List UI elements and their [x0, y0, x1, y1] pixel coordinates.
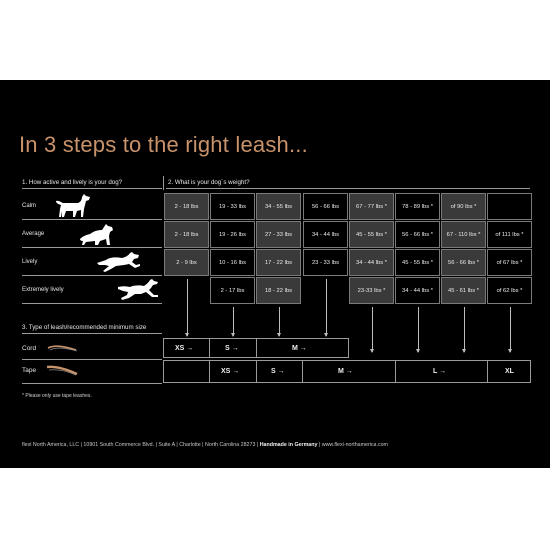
tape-size-separator: [256, 360, 257, 383]
weight-cell: 2 - 18 lbs: [164, 221, 209, 248]
weight-cell: 23-33 lbs *: [349, 277, 394, 304]
weight-cell: 67 - 77 lbs *: [349, 193, 394, 220]
weight-cell: 27 - 33 lbs: [256, 221, 301, 248]
weight-cell: 10 - 16 lbs: [210, 249, 255, 276]
footer: [22, 442, 388, 448]
tape-leash-icon: [46, 364, 80, 376]
activity-lively: Lively: [22, 259, 38, 265]
step-3-divider: [22, 333, 162, 334]
tape-size-s: S →: [271, 368, 285, 375]
header-vertical-divider: [163, 176, 164, 190]
row-divider: [22, 303, 162, 304]
activity-average: Average: [22, 231, 45, 237]
weight-cell: 56 - 66 lbs *: [395, 221, 440, 248]
weight-cell: 56 - 66 lbs: [303, 193, 348, 220]
footer-made-in: Handmade in Germany: [259, 442, 318, 448]
step-2-divider: [166, 188, 530, 189]
footer-website: | www.flexi-northamerica.com: [317, 442, 388, 448]
tape-row-divider: [22, 383, 162, 384]
weight-cell: 34 - 44 lbs *: [349, 249, 394, 276]
weight-cell: 23 - 33 lbs: [303, 249, 348, 276]
weight-cell: 45 - 55 lbs *: [395, 249, 440, 276]
tape-size-separator: [395, 360, 396, 383]
activity-calm: Calm: [22, 203, 37, 209]
weight-cell: 34 - 44 lbs *: [395, 277, 440, 304]
step-1-heading: 1. How active and lively is your dog?: [22, 179, 123, 186]
arrow-col-3: [279, 307, 280, 336]
cord-size-s: S →: [225, 345, 239, 352]
page-title: In 3 steps to the right leash...: [19, 132, 308, 157]
arrow-col-8: [510, 307, 511, 352]
arrow-col-4: [326, 279, 327, 336]
cord-leash-icon: [46, 344, 80, 354]
step-1-divider: [22, 188, 162, 189]
weight-cell: 2 - 17 lbs: [210, 277, 255, 304]
weight-cell: 34 - 44 lbs: [303, 221, 348, 248]
dog-standing-icon: [52, 193, 92, 219]
tape-size-l: L →: [433, 368, 447, 375]
arrow-col-1: [187, 279, 188, 336]
weight-cell: 18 - 22 lbs: [256, 277, 301, 304]
arrow-col-2: [233, 307, 234, 336]
weight-cell: [487, 193, 532, 220]
footer-address: flexi North America, LLC | 10901 South Commerce Blvd. | Suite A | Charlotte | North Carolina 28273 |: [22, 442, 260, 448]
tape-size-separator: [487, 360, 488, 383]
weight-cell: 45 - 61 lbs *: [441, 277, 486, 304]
cord-size-m: M →: [292, 345, 307, 352]
tape-size-m: M →: [338, 368, 353, 375]
arrow-col-5: [372, 307, 373, 352]
weight-cell: 78 - 89 lbs *: [395, 193, 440, 220]
row-divider: [22, 275, 162, 276]
arrow-col-6: [418, 307, 419, 352]
arrow-col-7: [464, 307, 465, 352]
tape-size-xs: XS →: [221, 368, 240, 375]
row-divider: [22, 219, 162, 220]
cord-size-xs: XS →: [175, 345, 194, 352]
weight-cell: 2 - 18 lbs: [164, 193, 209, 220]
weight-cell: 19 - 26 lbs: [210, 221, 255, 248]
cord-row-divider: [22, 359, 162, 360]
weight-cell: 17 - 22 lbs: [256, 249, 301, 276]
weight-cell: of 90 lbs *: [441, 193, 486, 220]
weight-cell: 56 - 66 lbs *: [441, 249, 486, 276]
weight-cell: 19 - 33 lbs: [210, 193, 255, 220]
weight-cell: of 67 lbs *: [487, 249, 532, 276]
footnote: * Please only use tape leashes.: [22, 393, 92, 399]
greyhound-running-icon: [116, 277, 160, 303]
cord-size-separator: [209, 338, 210, 358]
cord-size-separator: [256, 338, 257, 358]
weight-cell: of 111 lbs *: [487, 221, 532, 248]
weight-cell: 67 - 110 lbs *: [441, 221, 486, 248]
step-3-heading: 3. Type of leash/recommended minimum size: [22, 324, 147, 331]
row-divider: [22, 247, 162, 248]
tape-size-separator: [302, 360, 303, 383]
weight-cell: 45 - 55 lbs *: [349, 221, 394, 248]
weight-cell: 34 - 55 lbs: [256, 193, 301, 220]
weight-cell: 2 - 9 lbs: [164, 249, 209, 276]
dog-sitting-icon: [78, 221, 118, 247]
leash-type-cord: Cord: [22, 345, 37, 352]
tape-size-separator: [209, 360, 210, 383]
step-2-heading: 2. What is your dog´s weight?: [168, 179, 250, 186]
leash-type-tape: Tape: [22, 367, 37, 374]
dog-running-icon: [96, 249, 142, 275]
activity-extremely-lively: Extremely lively: [22, 287, 64, 293]
tape-size-xl: XL: [505, 368, 514, 375]
weight-cell: of 62 lbs *: [487, 277, 532, 304]
